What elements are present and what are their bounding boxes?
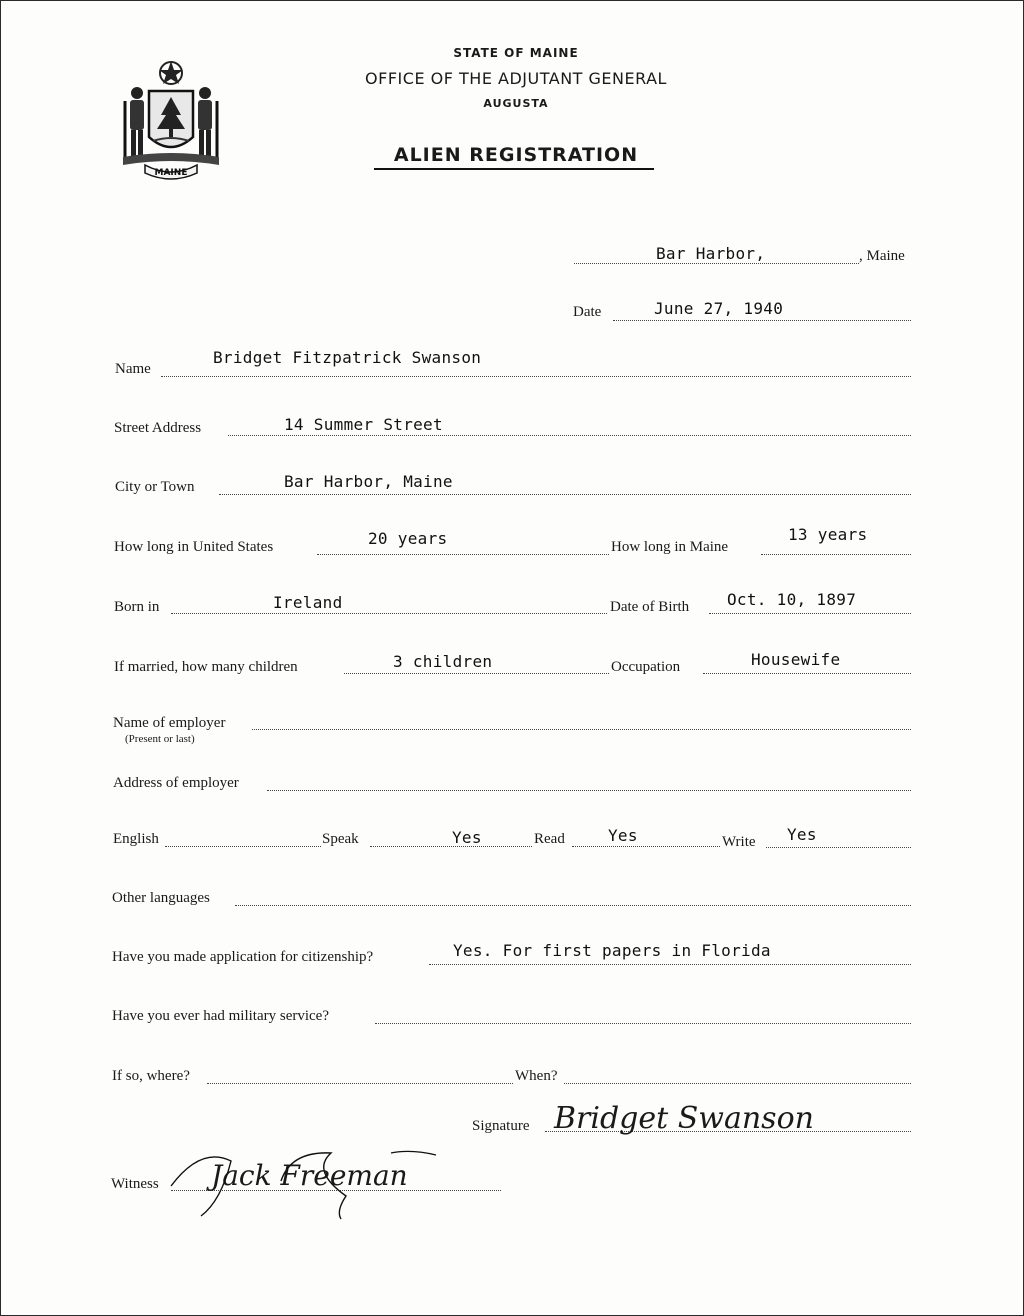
read-value: Yes: [608, 826, 638, 845]
citizenship-value: Yes. For first papers in Florida: [453, 941, 771, 960]
dob-label: Date of Birth: [610, 599, 690, 615]
place-suffix-label: , Maine: [859, 248, 905, 264]
when-label: When?: [515, 1068, 558, 1084]
speak-value: Yes: [452, 828, 482, 847]
where-label: If so, where?: [112, 1068, 190, 1084]
how-long-us-label: How long in United States: [114, 539, 274, 555]
dob-value: Oct. 10, 1897: [727, 590, 857, 609]
employer-address-line: [267, 790, 911, 791]
how-long-us-line: [317, 554, 609, 555]
street-line: [228, 435, 911, 436]
title-underline: [374, 168, 654, 170]
military-label: Have you ever had military service?: [112, 1008, 329, 1024]
employer-line: [252, 729, 911, 730]
street-value: 14 Summer Street: [284, 415, 443, 434]
employer-address-label: Address of employer: [113, 775, 239, 791]
city-value: Bar Harbor, Maine: [284, 472, 453, 491]
how-long-maine-value: 13 years: [788, 525, 868, 544]
name-label: Name: [115, 361, 151, 377]
children-line: [344, 673, 609, 674]
date-line: [613, 320, 911, 321]
date-value: June 27, 1940: [654, 299, 784, 318]
city-label: City or Town: [115, 479, 195, 495]
name-value: Bridget Fitzpatrick Swanson: [213, 348, 482, 367]
born-in-line: [171, 613, 607, 614]
when-line: [564, 1083, 911, 1084]
read-label: Read: [534, 831, 565, 847]
citizenship-label: Have you made application for citizenship?: [112, 949, 374, 965]
witness-signature-flourish: [161, 1141, 461, 1221]
form-title: ALIEN REGISTRATION: [393, 144, 639, 166]
dob-line: [709, 613, 911, 614]
how-long-maine-label: How long in Maine: [611, 539, 729, 555]
signature-label: Signature: [472, 1118, 530, 1134]
place-line: [574, 263, 859, 264]
witness-signature-value: Jack Freeman: [211, 1159, 408, 1192]
other-languages-line: [235, 905, 911, 906]
born-in-label: Born in: [114, 599, 160, 615]
children-label: If married, how many children: [114, 659, 298, 675]
speak-label: Speak: [322, 831, 359, 847]
city-line: [219, 494, 911, 495]
english-line: [165, 846, 321, 847]
name-line: [161, 376, 911, 377]
signature-value: Bridget Swanson: [554, 1101, 814, 1136]
write-value: Yes: [787, 825, 817, 844]
occupation-label: Occupation: [611, 659, 681, 675]
other-languages-label: Other languages: [112, 890, 210, 906]
city-heading: AUGUSTA: [483, 97, 549, 110]
citizenship-line: [429, 964, 911, 965]
employer-label: Name of employer: [113, 715, 226, 731]
write-line: [766, 847, 911, 848]
date-label: Date: [573, 304, 602, 320]
military-line: [375, 1023, 911, 1024]
employer-sublabel: (Present or last): [125, 733, 195, 745]
place-value: Bar Harbor,: [656, 244, 766, 263]
street-label: Street Address: [114, 420, 202, 436]
office-heading: OFFICE OF THE ADJUTANT GENERAL: [365, 69, 667, 88]
occupation-line: [703, 673, 911, 674]
how-long-maine-line: [761, 554, 911, 555]
svg-text:MAINE: MAINE: [154, 168, 188, 178]
occupation-value: Housewife: [751, 650, 841, 669]
where-line: [207, 1083, 513, 1084]
read-line: [572, 846, 720, 847]
speak-line: [370, 846, 532, 847]
state-heading: STATE OF MAINE: [453, 46, 579, 60]
witness-label: Witness: [111, 1176, 159, 1192]
born-in-value: Ireland: [273, 593, 343, 612]
how-long-us-value: 20 years: [368, 529, 448, 548]
children-value: 3 children: [393, 652, 493, 671]
english-label: English: [113, 831, 159, 847]
write-label: Write: [722, 834, 756, 850]
